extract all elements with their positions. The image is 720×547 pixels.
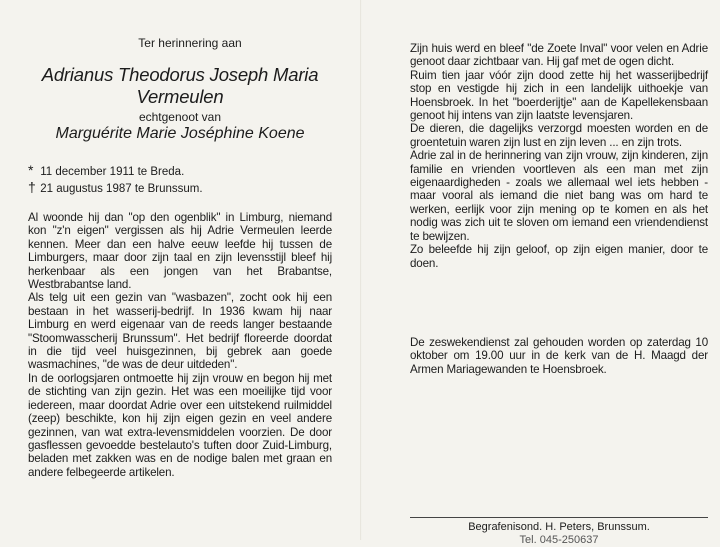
- funeral-director-phone: Tel. 045-250637: [519, 534, 599, 546]
- intro-line: Ter herinnering aan: [138, 36, 242, 50]
- life-dates: [28, 163, 332, 197]
- deceased-given-names: Adrianus Theodorus Joseph Maria: [41, 64, 319, 85]
- birth-star-icon: *: [28, 162, 34, 178]
- biography-paragraph: Al woonde hij dan "op den ogenblik" in Limburg, niemand kon "z'n eigen" vergissen als hij Adrie Vermeulen leerde kennen. Meer dan een halve eeuw leefde hij tussen de Limburgers, maar door zijn taal en zijn levensstijl bleef hij herkenbaar als een jongen van het Brabantse, Westbrabantse land.: [28, 211, 332, 292]
- biography-paragraph: De dieren, die dagelijks verzorgd moesten worden en de groentetuin waren zijn lust en zijn leven ... en zijn trots.: [410, 122, 708, 149]
- birth-line: [28, 163, 332, 180]
- memorial-service-notice: De zeswekendienst zal gehouden worden op zaterdag 10 oktober om 19.00 uur in de kerk van de H. Maagd der Armen Mariagewanden te Hoensbroek.: [410, 335, 708, 376]
- biography-paragraph: Zijn huis werd en bleef "de Zoete Inval" voor velen en Adrie genoot daar zichtbaar van. Hij gaf met de ogen dicht.: [410, 42, 708, 69]
- spouse-name: Marguérite Marie Joséphine Koene: [55, 125, 305, 142]
- left-panel: [28, 36, 332, 479]
- death-cross-icon: †: [28, 179, 36, 195]
- deceased-surname: Vermeulen: [136, 86, 224, 107]
- deceased-name: [28, 64, 332, 108]
- death-date: 21 augustus 1987 te Brunssum.: [40, 183, 203, 195]
- right-biography: [410, 42, 708, 270]
- biography-paragraph: Zo beleefde hij zijn geloof, op zijn eigen manier, door te doen.: [410, 243, 708, 270]
- biography-paragraph: In de oorlogsjaren ontmoette hij zijn vrouw en begon hij met de stichting van zijn gezin. Het was een moeilijke tijd voor iedereen, maar doordat Adrie over een uitstekend ruilmiddel (zeep) beschikte, kon hij zijn eigen gezin en veel andere gezinnen, van wat extra-levensmiddelen voorzien. De door gasflessen gevoedde bestelauto's tuften door Zuid-Limburg, beladen met zakken was en de nodige balen met graan en andere felbegeerde artikelen.: [28, 371, 332, 479]
- card-fold: [360, 0, 362, 540]
- left-biography: [28, 211, 332, 479]
- biography-paragraph: Ruim tien jaar vóór zijn dood zette hij het wasserijbedrijf stop en vestigde hij zich in een landelijk uithoekje van Hoensbroek. In het "boerderijtje" aan de Kapellekensbaan genoot hij intens van zijn laatste levensjaren.: [410, 68, 708, 123]
- spouse-label: echtgenoot van: [138, 110, 222, 124]
- biography-paragraph: Als telg uit een gezin van "wasbazen", zocht ook hij een bestaan in het wasserij-bedrijf. In 1936 kwam hij naar Limburg en werd eigenaar van de reeds langer bestaande "Stoomwasscherij Brunssum". Het bedrijf floreerde doordat in die tijd veel huisgezinnen, bij gebrek aan goede wasmachines, "de was de deur uitdeden".: [28, 291, 332, 372]
- birth-date: 11 december 1911 te Breda.: [40, 166, 185, 178]
- funeral-director: [410, 521, 708, 547]
- biography-paragraph: Adrie zal in de herinnering van zijn vrouw, zijn kinderen, zijn familie en vrienden voortleven als een man met zijn eigenaardigheden - zoals we allemaal wel iets hebben - maar vooral als iemand die niet bang was om hard te werken, eerlijk voor zijn mening op te komen en als het nodig was zich uit te sloven om iemand een vriendendienst te bewijzen.: [410, 149, 708, 243]
- footer-divider: [410, 517, 708, 518]
- death-line: [28, 180, 332, 197]
- right-panel: [410, 42, 708, 376]
- funeral-director-name: Begrafenisond. H. Peters, Brunssum.: [468, 521, 650, 533]
